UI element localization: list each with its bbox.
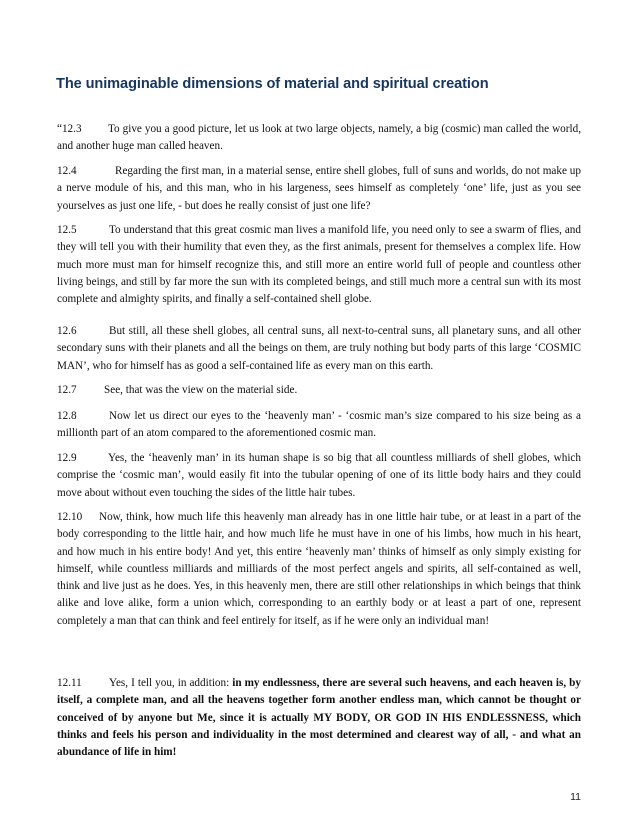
paragraph-number: 12.9 [57, 452, 77, 464]
paragraph-12-6 [57, 323, 581, 375]
paragraph-text: See, that was the view on the material side. [104, 384, 298, 396]
paragraph-12-7 [57, 382, 581, 399]
paragraph-text: Now, think, how much life this heavenly man already has in one little hair tube, or at least in a part of the body corresponding to the little hair, and how much life he must have in one of his limbs, how much in his heart, and how much in his entire body! And yet, this entire ‘heavenly man’ thinks of himself as only simply existing for himself, while countless milliards and milliards of the most perfect angels and spirits, all self-contained as well, think and live just as he does. Yes, in this heavenly men, there are still other relationships in which beings that think alike and love alike, form a union which, corresponding to an earthly body or at least a part of one, represent completely a man that can think and feel entirely for itself, as if he were only an individual man! [57, 511, 581, 627]
paragraph-text: Yes, I tell you, in addition: [109, 677, 233, 689]
page-number: 11 [570, 791, 581, 803]
paragraph-12-3 [57, 121, 581, 156]
paragraph-text: Regarding the first man, in a material sense, entire shell globes, full of suns and worlds, do not make up a nerve module of his, and this man, who in his largeness, sees himself as completely ‘one’ life, just as you see yourselves as just one life, - but does he really consist of just one life? [57, 165, 581, 212]
paragraph-12-5 [57, 222, 581, 308]
paragraph-number: 12.7 [57, 384, 77, 396]
paragraph-number: 12.8 [57, 410, 77, 422]
paragraph-12-9 [57, 450, 581, 502]
paragraph-text: But still, all these shell globes, all central suns, all next-to-central suns, all planetary suns, and all other secondary suns with their planets and all the beings on them, are truly nothing but body parts of this large ‘COSMIC MAN’, who for himself has as good a self-contained life as every man on this earth. [57, 325, 581, 372]
paragraph-12-10 [57, 509, 581, 630]
paragraph-number: 12.6 [57, 325, 77, 337]
paragraph-number: 12.4 [57, 165, 77, 177]
paragraph-12-11 [57, 675, 581, 761]
paragraph-number: 12.5 [57, 224, 77, 236]
page-title: The unimaginable dimensions of material and spiritual creation [56, 76, 489, 92]
paragraph-text: Yes, the ‘heavenly man’ in its human shape is so big that all countless milliards of shell globes, which comprise the ‘cosmic man’, would easily fit into the tubular opening of one of its little body hairs and they could move about without even touching the sides of the little hair tubes. [57, 452, 581, 499]
paragraph-12-4 [57, 163, 581, 215]
paragraph-number: 12.10 [57, 511, 83, 523]
paragraph-bold-text: in my endlessness, there are several such heavens, and each heaven is, by itself, a complete man, and all the heavens together form another endless man, which cannot be thought or conceived of by anyone but Me, since it is actually MY BODY, OR GOD IN HIS ENDLESSNESS, which thinks and feels his person and individuality in the most determined and clearest way of all, - and what an abundance of life in him! [57, 677, 581, 759]
paragraph-text: To give you a good picture, let us look at two large objects, namely, a big (cosmic) man called the world, and another huge man called heaven. [57, 123, 581, 153]
paragraph-number: 12.11 [57, 677, 82, 689]
paragraph-12-8 [57, 408, 581, 443]
paragraph-text: To understand that this great cosmic man lives a manifold life, you need only to see a swarm of flies, and they will tell you with their humility that even they, as the first animals, present for themselves a complex life. How much more must man for himself recognize this, and still more an entire world full of people and countless other living beings, and still by far more the sun with its completed beings, and still much more a central sun with its most complete and almighty spirits, and finally a self-contained shell globe. [57, 224, 581, 306]
paragraph-number: “12.3 [57, 123, 82, 135]
paragraph-text: Now let us direct our eyes to the ‘heavenly man’ - ‘cosmic man’s size compared to his size being as a millionth part of an atom compared to the aforementioned cosmic man. [57, 410, 581, 440]
